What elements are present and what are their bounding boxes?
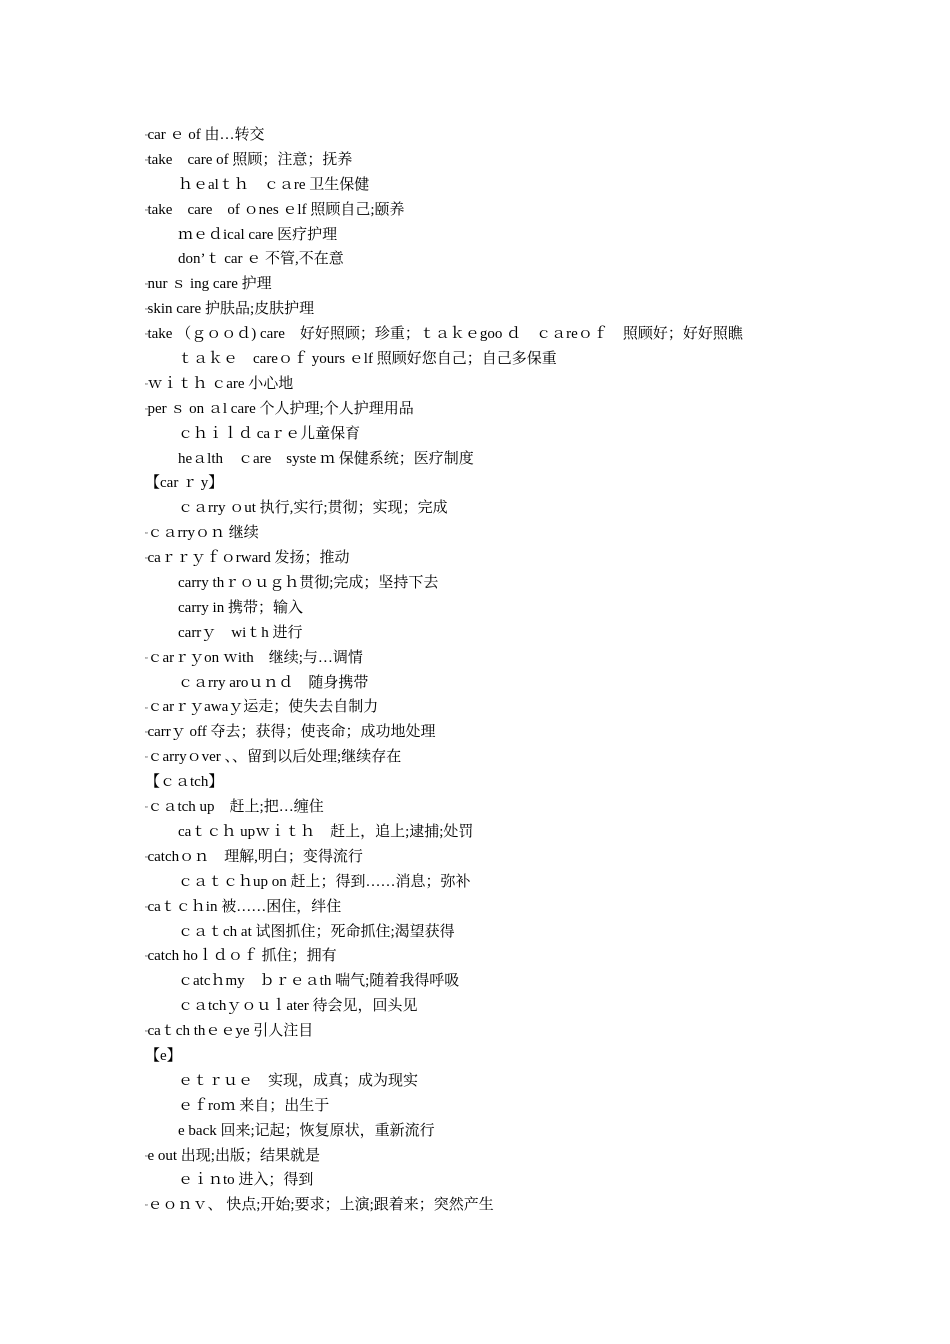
phrase-line (145, 795, 905, 820)
section-header (145, 1044, 905, 1069)
phrase-line (145, 695, 905, 720)
phrase-text: ｍｅｄical care 医疗护理 (178, 226, 338, 243)
phrase-text: ｃａrry aroｕｎｄ 随身携带 (178, 674, 369, 691)
phrase-text: ｅｔｒｕｅ 实现，成真；成为现实 (178, 1072, 419, 1089)
section-header (145, 770, 905, 795)
phrase-text: carrｙ wiｔh 进行 (178, 624, 303, 641)
bullet-icon: ▫ (145, 379, 148, 388)
phrase-line (145, 223, 905, 248)
phrase-text: 【e】 (145, 1047, 182, 1064)
phrase-line (145, 870, 905, 895)
bullet-icon: ▫ (145, 305, 148, 314)
phrase-text: take （ｇｏｏｄ) care 好好照顾；珍重；ｔａｋｅgoo ｄ ｃａreｏｆ 照顾好；好好照瞧 (147, 326, 743, 343)
phrase-line (145, 546, 905, 571)
phrase-line (145, 920, 905, 945)
phrase-text: car ｅ of 由…转交 (147, 127, 265, 143)
phrase-line (145, 272, 905, 297)
phrase-line (145, 1119, 905, 1144)
bullet-icon: ▫ (145, 753, 148, 762)
phrase-line (145, 1193, 905, 1218)
phrase-line (145, 1094, 905, 1119)
phrase-text: ｅｉｎto 进入；得到 (178, 1172, 314, 1189)
bullet-icon: ▫ (145, 653, 148, 662)
bullet-icon: ▫ (145, 131, 148, 140)
bullet-icon: ▫ (145, 529, 148, 538)
phrase-line (145, 745, 905, 770)
phrase-text: e back 回来;记起；恢复原状，重新流行 (178, 1122, 435, 1139)
phrase-text: ｗｉｔｈ ｃare 小心地 (147, 375, 294, 392)
bullet-icon: ▫ (145, 902, 148, 911)
section-header (145, 471, 905, 496)
phrase-text: 【ｃａtch】 (145, 774, 224, 791)
phrase-text: ｃarryｏver 、、留到以后处理;继续存在 (147, 749, 402, 766)
phrase-line (145, 994, 905, 1019)
phrase-text: carry thｒｏｕｇｈ贯彻;完成；坚持下去 (178, 575, 439, 592)
phrase-line (145, 173, 905, 198)
bullet-icon: ▫ (145, 280, 148, 289)
bullet-icon: ▫ (145, 703, 148, 712)
phrase-line (145, 496, 905, 521)
bullet-icon: ▫ (145, 1151, 148, 1160)
phrase-line (145, 297, 905, 322)
phrase-line (145, 347, 905, 372)
phrase-line (145, 1019, 905, 1044)
phrase-text: heａlth ｃare syste ｍ 保健系统；医疗制度 (178, 450, 474, 467)
bullet-icon: ▫ (145, 952, 148, 961)
phrase-line (145, 447, 905, 472)
phrase-text: ｈｅalｔｈ ｃａre 卫生保健 (178, 176, 370, 193)
phrase-text: ｔａｋｅ careｏｆ yours ｅlf 照顾好您自己；自己多保重 (178, 351, 557, 368)
phrase-text: take care of 照顾；注意；抚养 (147, 151, 353, 168)
phrase-text: carry in 携带；输入 (178, 599, 303, 616)
bullet-icon: ▫ (145, 728, 148, 737)
phrase-line (145, 521, 905, 546)
phrase-text: catch hoｌｄｏｆ 抓住；拥有 (147, 948, 337, 965)
phrase-line (145, 1069, 905, 1094)
phrase-text: ｃａtch up 赶上;把…缠住 (147, 799, 324, 816)
phrase-text: e out 出现;出版；结果就是 (147, 1147, 320, 1164)
phrase-text: nur ｓ ing care 护理 (147, 276, 272, 293)
phrase-text: skin care 护肤品;皮肤护理 (147, 301, 315, 318)
phrase-text: ｅｆroｍ 来自；出生于 (178, 1097, 330, 1114)
phrase-line (145, 1168, 905, 1193)
phrase-text: ｃａrry ｏut 执行,实行;贯彻；实现；完成 (178, 500, 448, 517)
phrase-text: carrｙ off 夺去；获得；使丧命；成功地处理 (147, 724, 436, 741)
phrase-line (145, 571, 905, 596)
phrase-text: ｃａrryｏｎ 继续 (147, 525, 259, 542)
phrase-text: ｃａｔch at 试图抓住；死命抓住;渴望获得 (178, 923, 455, 940)
phrase-text: ｃarｒｙawaｙ运走；使失去自制力 (147, 699, 379, 716)
phrase-line (145, 422, 905, 447)
phrase-line (145, 969, 905, 994)
bullet-icon: ▫ (145, 1027, 148, 1036)
phrase-line (145, 646, 905, 671)
phrase-line (145, 596, 905, 621)
phrase-text: ｃatcｈmy ｂｒｅａth 喘气;随着我得呼吸 (178, 973, 460, 990)
bullet-icon: ▫ (145, 1201, 148, 1210)
phrase-text: per ｓ on ａl care 个人护理;个人护理用品 (147, 400, 414, 417)
phrase-line (145, 720, 905, 745)
phrase-line (145, 123, 905, 148)
phrase-line (145, 397, 905, 422)
phrase-line (145, 1144, 905, 1169)
bullet-icon: ▫ (145, 554, 148, 563)
bullet-icon: ▫ (145, 155, 148, 164)
phrase-text: caｔch thｅｅye 引人注目 (147, 1023, 314, 1040)
phrase-line (145, 671, 905, 696)
bullet-icon: ▫ (145, 803, 148, 812)
phrase-text: take care of ｏnes ｅlf 照顾自己;颐养 (147, 201, 405, 218)
bullet-icon: ▫ (145, 852, 148, 861)
bullet-icon: ▫ (145, 404, 148, 413)
bullet-icon: ▫ (145, 330, 148, 339)
phrase-text: ｃarｒｙon ｗith 继续;与…调情 (147, 649, 363, 666)
phrase-text: caｔｃｈin 被……困住，绊住 (147, 898, 342, 915)
phrase-text: ｅｏｎｖ、 快点;开始;要求；上演;跟着来；突然产生 (147, 1197, 494, 1214)
phrase-line (145, 322, 905, 347)
phrase-text: ｃｈｉｌｄ caｒｅ儿童保育 (178, 425, 361, 442)
phrase-line (145, 148, 905, 173)
phrase-line (145, 372, 905, 397)
phrase-text: catchｏｎ 理解,明白；变得流行 (147, 848, 363, 865)
phrase-line (145, 820, 905, 845)
phrase-text: 【car ｒ y】 (145, 475, 224, 492)
phrase-text: ｃａｔｃｈup on 赶上；得到……消息；弥补 (178, 873, 471, 890)
bullet-icon: ▫ (145, 205, 148, 214)
phrase-list (145, 123, 905, 1218)
phrase-text: ｃａtchｙｏｕｌater 待会见，回头见 (178, 998, 418, 1015)
phrase-text: caｔｃｈ upｗｉｔｈ 赶上，追上;逮捕;处罚 (178, 823, 474, 840)
phrase-line (145, 621, 905, 646)
phrase-line (145, 198, 905, 223)
phrase-line (145, 944, 905, 969)
phrase-text: don’ｔ car ｅ 不管,不在意 (178, 251, 344, 268)
phrase-line (145, 247, 905, 272)
phrase-line (145, 895, 905, 920)
phrase-text: caｒｒｙｆｏrward 发扬；推动 (147, 550, 350, 567)
phrase-line (145, 845, 905, 870)
